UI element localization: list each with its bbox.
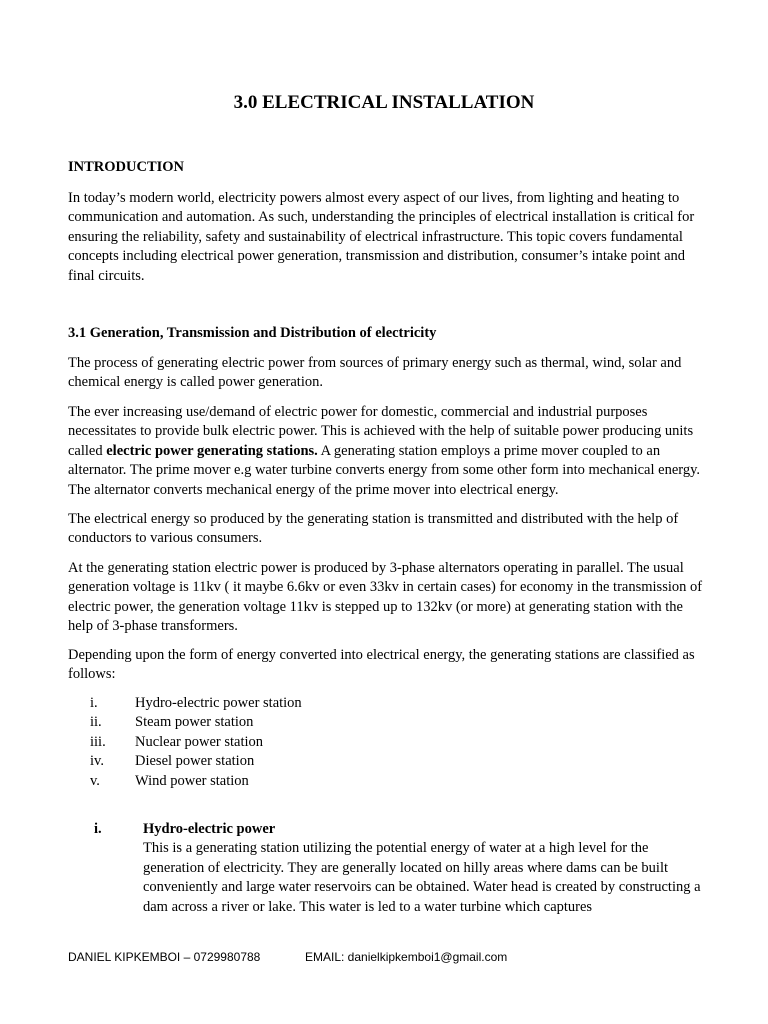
list-number: i. — [90, 695, 98, 711]
hydro-number: i. — [94, 821, 102, 837]
page-title: 3.0 ELECTRICAL INSTALLATION — [233, 92, 535, 113]
hydro-paragraph: This is a generating station utilizing the potential energy of water at a high level for the generation of electricity. They are generally located on hilly areas where dams can be built conveniently and large water reservoirs can be obtained. Water head is created by constructing a dam across a river or lake. This water is led to a water turbine which captures — [143, 840, 701, 915]
list-item — [68, 752, 708, 771]
footer-author: DANIEL KIPKEMBOI – 0729980788 — [68, 950, 261, 964]
paragraph-text: The ever increasing use/demand of electric power for domestic, commercial and industrial purposes necessitates to provide bulk electric power. This is achieved with the help of suitable power producing units called — [68, 404, 694, 459]
list-number: iv. — [90, 753, 104, 770]
page-footer — [68, 950, 508, 964]
list-item — [68, 713, 708, 732]
list-number: iii. — [90, 733, 106, 750]
footer-email: EMAIL: danielkipkemboi1@gmail.com — [305, 950, 508, 964]
paragraph-text: A generating station employs a prime mover coupled to an alternator. The prime mover e.g water turbine converts energy from some other form into mechanical energy. The alternator converts mechanical energy of the prime mover into electrical energy. — [68, 442, 701, 498]
hydro-heading: Hydro-electric power — [143, 821, 276, 837]
list-label: Wind power station — [135, 772, 249, 789]
list-label: Nuclear power station — [135, 733, 264, 750]
list-label: Steam power station — [135, 714, 254, 731]
station-list — [68, 694, 708, 791]
paragraph-generating-stations — [68, 403, 708, 500]
hydro-section — [68, 820, 708, 917]
paragraph-classification: Depending upon the form of energy converted into electrical energy, the generating stations are classified as follows: — [68, 647, 695, 683]
list-label: Hydro-electric power station — [135, 695, 302, 711]
paragraph-power-generation: The process of generating electric power from sources of primary energy such as thermal, wind, solar and chemical energy is called power generation. — [68, 355, 682, 391]
bold-term: electric power generating stations. — [106, 442, 318, 459]
list-item — [68, 733, 708, 752]
list-item — [68, 772, 708, 791]
list-label: Diesel power station — [135, 753, 255, 770]
section-3-1-heading: 3.1 Generation, Transmission and Distribution of electricity — [68, 325, 437, 341]
paragraph-transmission: The electrical energy so produced by the generating station is transmitted and distributed with the help of conductors to various consumers. — [68, 511, 679, 547]
list-number: v. — [90, 772, 100, 789]
introduction-paragraph: In today’s modern world, electricity powers almost every aspect of our lives, from lighting and heating to communication and automation. As such, understanding the principles of electrical installation is critical for ensuring the reliability, safety and sustainability of electrical infrastructure. This topic covers fundamental concepts including electrical power generation, transmission and distribution, consumer’s intake point and final circuits. — [68, 190, 695, 284]
introduction-heading: INTRODUCTION — [68, 159, 185, 175]
hydro-content — [143, 820, 708, 917]
list-number: ii. — [90, 714, 102, 731]
list-item — [68, 694, 708, 713]
paragraph-alternators: At the generating station electric power is produced by 3-phase alternators operating in parallel. The usual generation voltage is 11kv ( it maybe 6.6kv or even 33kv in certain cases) for economy in the transmission of electric power, the generation voltage 11kv is stepped up to 132kv (or more) at generating station with the help of 3-phase transformers. — [68, 560, 703, 635]
